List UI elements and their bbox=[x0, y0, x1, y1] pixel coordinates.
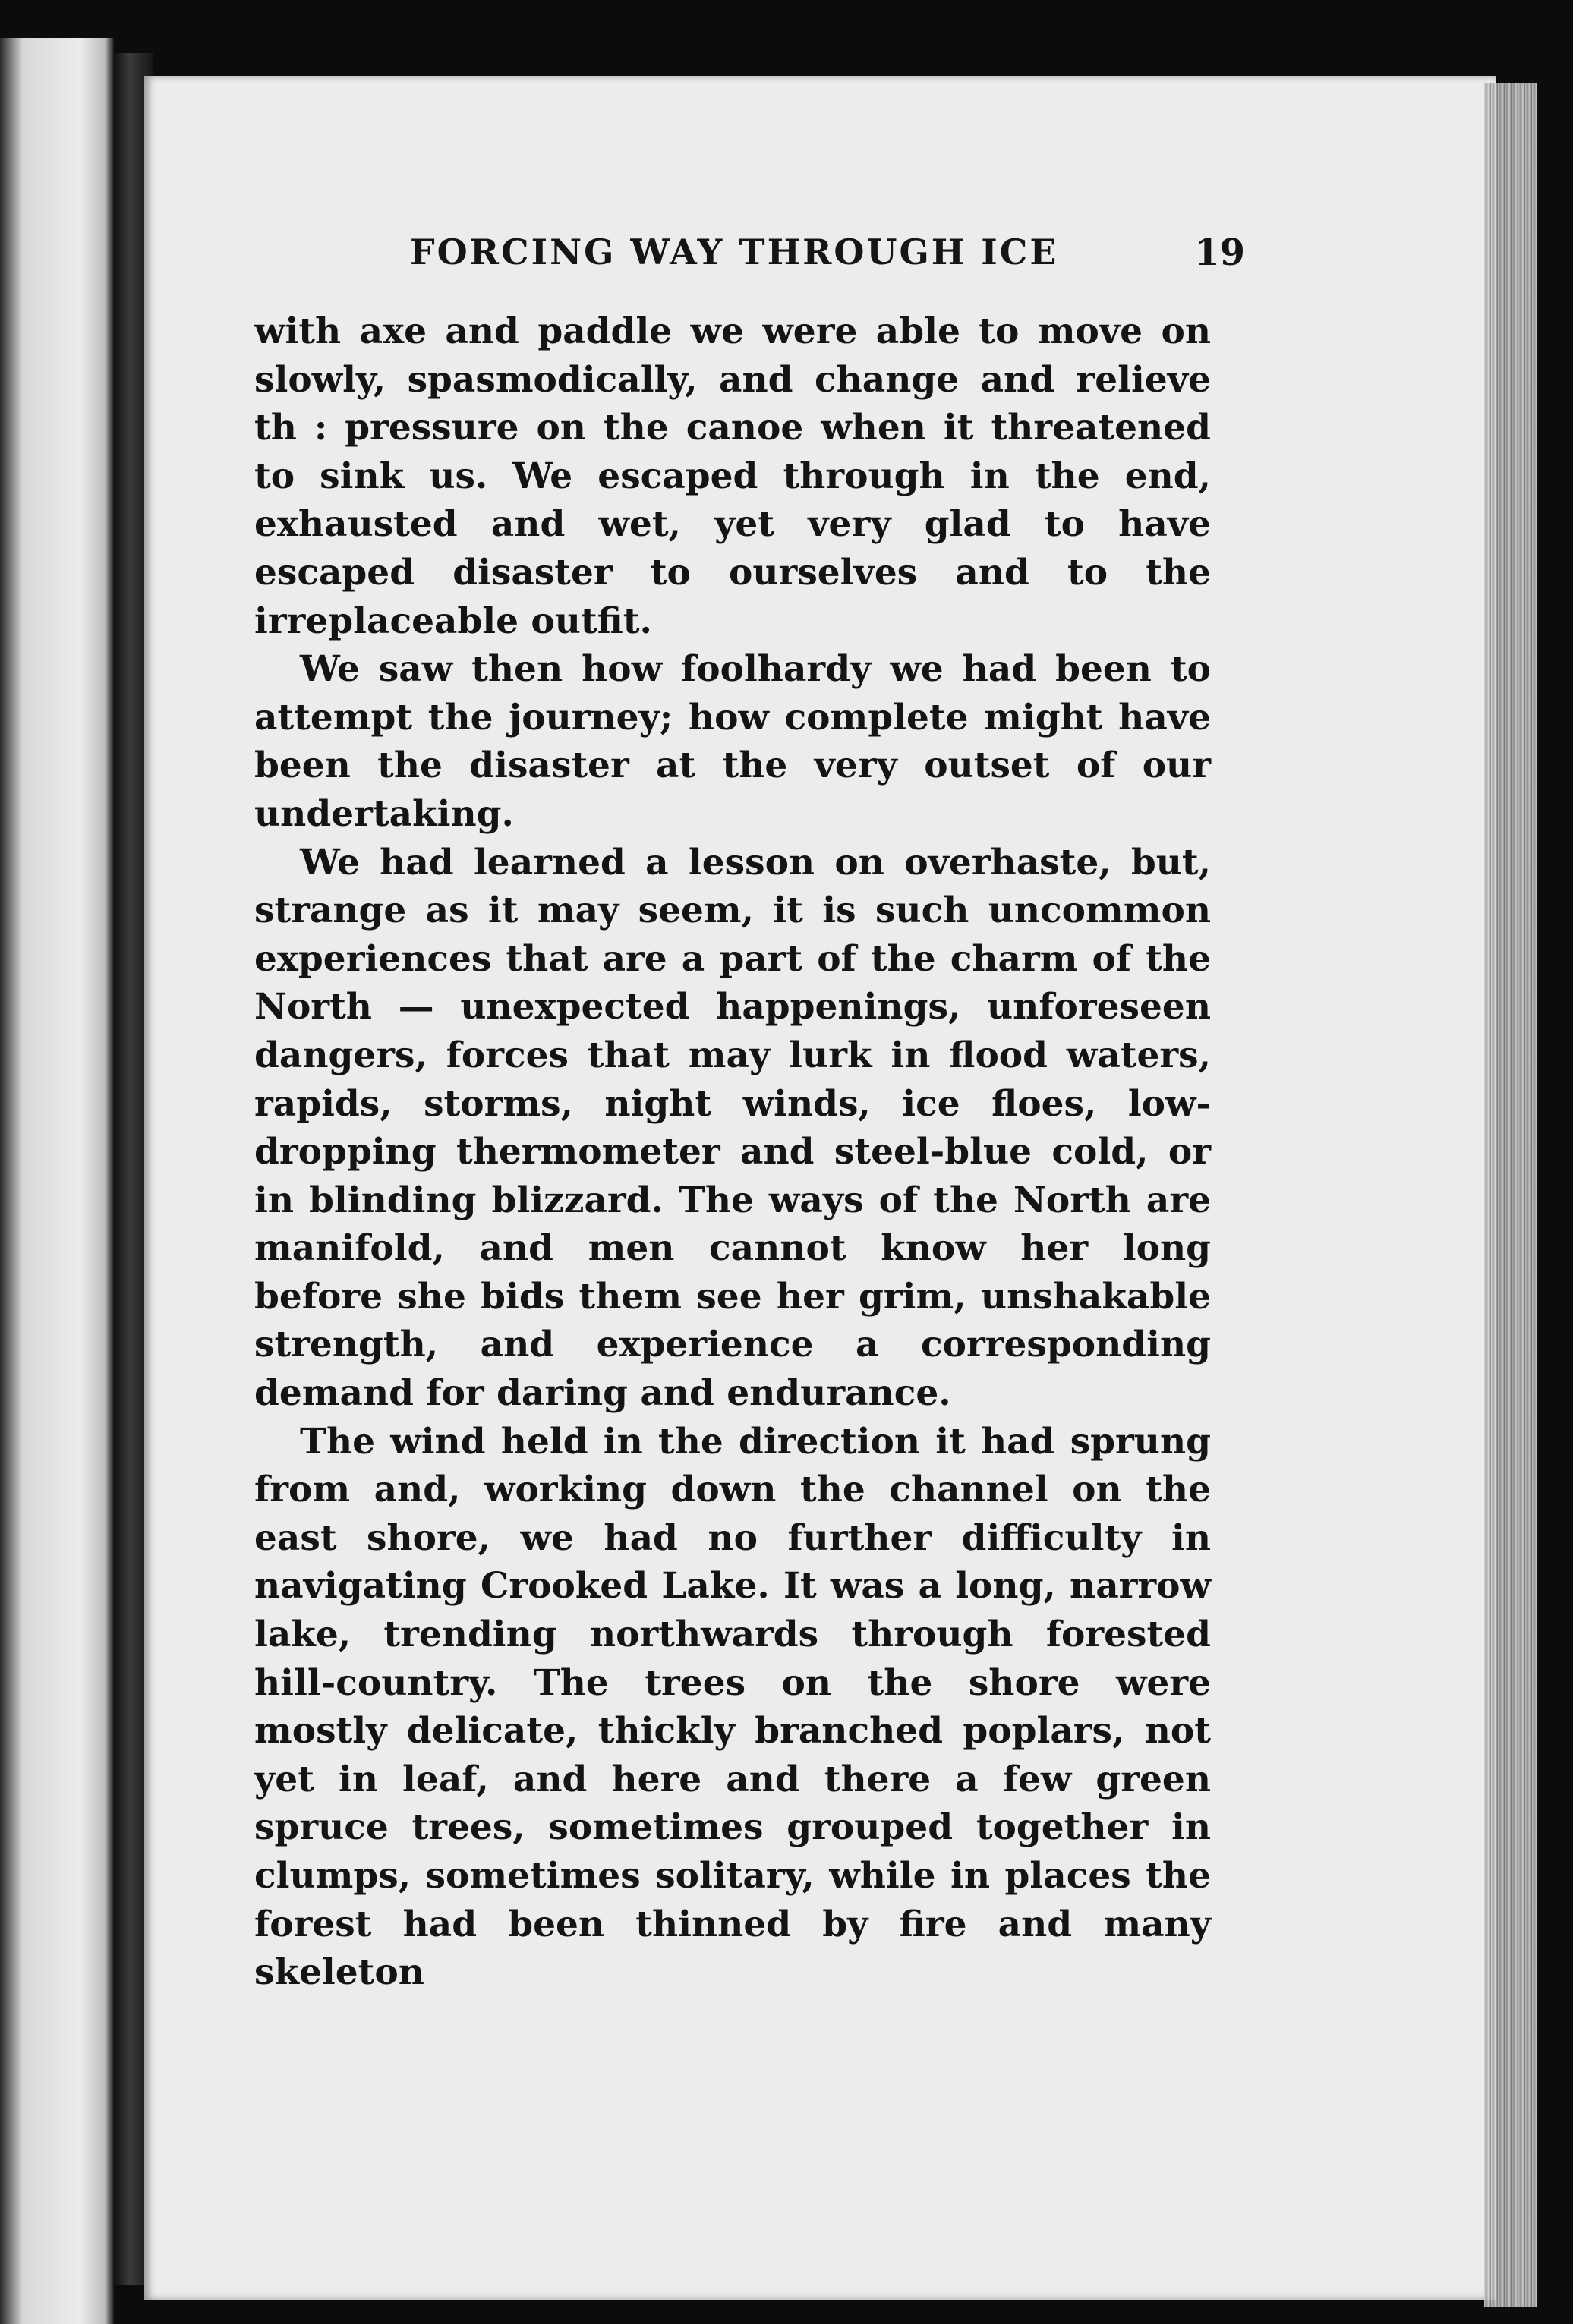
paragraph: We had learned a lesson on overhaste, but, strange as it may seem, it is such uncommon experiences that are a part of the charm of the North — unexpected happenings, unforeseen dangers, forces that may lurk in flood waters, rapids, storms, night winds, ice floes, low-dropping thermometer and steel-blue cold, or in blinding blizzard. The ways of the North are manifold, and men cannot know her long before she bids them see her grim, unshakable strength, and experience a corresponding demand for daring and endurance. bbox=[254, 841, 1211, 1415]
page-number: 19 bbox=[1194, 231, 1245, 274]
running-head bbox=[251, 231, 1245, 292]
paragraph: We saw then how foolhardy we had been to attempt the journey; how complete might have been the disaster at the very outset of our undertaking. bbox=[254, 648, 1211, 835]
paragraph: The wind held in the direction it had sprung from and, working down the channel on the east shore, we had no further difficulty in navigating Crooked Lake. It was a long, narrow lake, trending northwards through forested hill-country. The trees on the shore were mostly delicate, thickly branched poplars, not yet in leaf, and here and there a few green spruce trees, sometimes grouped together in clumps, sometimes solitary, while in places the forest had been thinned by fire and many skeleton bbox=[254, 1420, 1211, 1994]
body-text bbox=[254, 307, 1211, 1997]
paragraph-continued: with axe and paddle we were able to move on slowly, spasmodically, and change and relieve th : pressure on the canoe when it threatened to sink us. We escaped through in the end, exhausted and wet, yet very glad to have escaped disaster to ourselves and to the irreplaceable outfit. bbox=[254, 310, 1211, 642]
page-stack-edge bbox=[1484, 83, 1537, 2307]
previous-page-edge bbox=[0, 38, 114, 2324]
running-head-title: FORCING WAY THROUGH ICE bbox=[410, 231, 1059, 272]
